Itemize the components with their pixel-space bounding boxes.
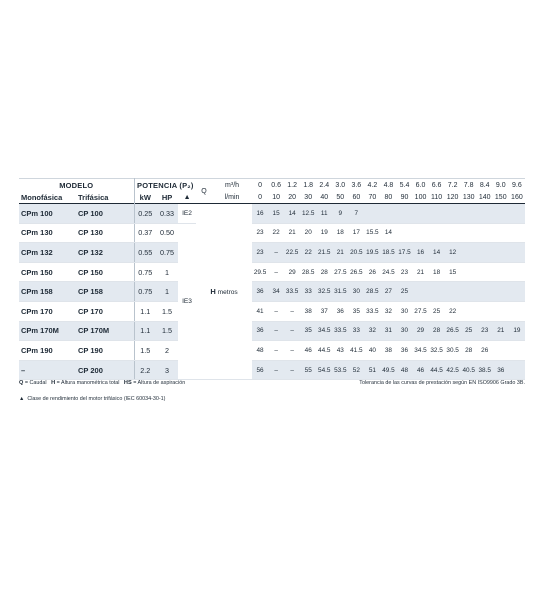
head-value: 38	[300, 301, 316, 321]
flow-lmin-14: 140	[478, 193, 491, 201]
triangle-note-text: Clase de rendimiento del motor trifásico (IEC 60034-30-1)	[27, 396, 166, 402]
head-value: 23	[252, 223, 268, 243]
power-kw: 0.75	[134, 262, 156, 282]
head-value	[364, 204, 380, 224]
head-value: 12.5	[300, 204, 316, 224]
head-value	[477, 262, 493, 282]
h-axis-label	[196, 204, 252, 380]
head-value: 37	[316, 301, 332, 321]
head-value	[509, 204, 525, 224]
head-value: –	[284, 301, 300, 321]
flow-m3h-7: 4.2	[367, 181, 378, 189]
head-value: 30	[348, 282, 364, 302]
head-value: 15.5	[364, 223, 380, 243]
head-value: 18	[332, 223, 348, 243]
head-value: 32.5	[316, 282, 332, 302]
head-value	[396, 204, 412, 224]
h-unit: metros	[217, 289, 238, 297]
head-value: 21.5	[316, 243, 332, 263]
head-value: 24.5	[380, 262, 396, 282]
head-value: –	[284, 360, 300, 380]
table-row	[19, 360, 525, 380]
head-value: –	[268, 341, 284, 361]
head-value	[477, 204, 493, 224]
table-row	[19, 262, 525, 282]
table-row	[19, 321, 525, 341]
head-value: 36	[252, 282, 268, 302]
head-value: 19	[509, 321, 525, 341]
head-value: 31	[380, 321, 396, 341]
head-value: 46	[300, 341, 316, 361]
head-value: –	[268, 360, 284, 380]
head-value	[461, 223, 477, 243]
head-value: 52	[348, 360, 364, 380]
head-value	[477, 282, 493, 302]
model-monofasica: CPm 170	[19, 301, 76, 321]
head-value: 48	[252, 341, 268, 361]
head-value: 11	[316, 204, 332, 224]
flow-m3h-10: 6.0	[415, 181, 426, 189]
power-hp: 1.5	[156, 321, 178, 341]
trifasica-header: Trifásica	[78, 192, 109, 202]
head-value: 33.5	[284, 282, 300, 302]
head-value: 22	[300, 243, 316, 263]
power-kw: 1.1	[134, 301, 156, 321]
model-monofasica: CPm 100	[19, 204, 76, 224]
flow-lmin-15: 150	[494, 193, 507, 201]
head-value: 36	[493, 360, 509, 380]
head-value	[396, 223, 412, 243]
head-value: 41.5	[348, 341, 364, 361]
flow-m3h-0: 0	[258, 181, 262, 189]
head-value: 34.5	[316, 321, 332, 341]
head-value: 38.5	[477, 360, 493, 380]
head-value: 14	[429, 243, 445, 263]
head-value: 26	[477, 341, 493, 361]
head-value: 36	[396, 341, 412, 361]
head-value: 22	[445, 301, 461, 321]
head-value: 41	[252, 301, 268, 321]
flow-lmin-9: 90	[400, 193, 409, 201]
flow-m3h-15: 9.0	[495, 181, 506, 189]
head-value	[493, 282, 509, 302]
head-value: 44.5	[316, 341, 332, 361]
head-value: 54.5	[316, 360, 332, 380]
head-value: 16	[252, 204, 268, 224]
performance-table	[19, 178, 525, 380]
kw-header: kW	[134, 191, 156, 204]
model-trifasica: CP 190	[76, 341, 134, 361]
head-value: 46	[413, 360, 429, 380]
flow-lmin-0: 0	[258, 193, 262, 201]
head-value: –	[284, 321, 300, 341]
flow-m3h-11: 6.6	[431, 181, 442, 189]
flow-m3h-6: 3.6	[351, 181, 362, 189]
head-value: 51	[364, 360, 380, 380]
head-value: 25	[396, 282, 412, 302]
head-value: 30	[396, 301, 412, 321]
power-kw: 0.37	[134, 223, 156, 243]
head-value: 17	[348, 223, 364, 243]
head-value: 31.5	[332, 282, 348, 302]
head-value: 35	[300, 321, 316, 341]
head-value: 12	[445, 243, 461, 263]
head-value: 21	[413, 262, 429, 282]
model-monofasica: CPm 130	[19, 223, 76, 243]
power-kw: 0.55	[134, 243, 156, 263]
legend-q: Q = Caudal	[19, 380, 47, 386]
head-value	[413, 223, 429, 243]
head-value: 42.5	[445, 360, 461, 380]
head-value: –	[268, 243, 284, 263]
head-value: 27.5	[332, 262, 348, 282]
model-monofasica: CPm 170M	[19, 321, 76, 341]
head-value: 53.5	[332, 360, 348, 380]
head-value: 33	[300, 282, 316, 302]
head-value: –	[284, 341, 300, 361]
flow-lmin-13: 130	[462, 193, 475, 201]
power-hp: 1	[156, 282, 178, 302]
head-value: 48	[396, 360, 412, 380]
legend-h: H = Altura manométrica total	[51, 380, 120, 386]
flow-m3h-2: 1.2	[287, 181, 298, 189]
head-value	[509, 243, 525, 263]
ie-class-cell: IE2	[178, 204, 196, 224]
table-row	[19, 204, 525, 224]
flow-m3h-14: 8.4	[479, 181, 490, 189]
head-value	[477, 223, 493, 243]
head-value: 23	[396, 262, 412, 282]
head-value: 32.5	[429, 341, 445, 361]
flow-m3h-3: 1.8	[303, 181, 314, 189]
model-trifasica: CP 132	[76, 243, 134, 263]
head-value	[461, 204, 477, 224]
power-kw: 0.25	[134, 204, 156, 224]
head-value	[461, 282, 477, 302]
power-hp: 0.75	[156, 243, 178, 263]
h-letter: H	[210, 287, 216, 297]
head-value	[509, 301, 525, 321]
footer-triangle-note	[19, 396, 525, 402]
hp-header: HP	[161, 192, 173, 202]
head-value: 15	[268, 204, 284, 224]
power-hp: 1.5	[156, 301, 178, 321]
header-row-1	[19, 179, 525, 192]
head-value: 38	[380, 341, 396, 361]
flow-lmin-5: 50	[336, 193, 345, 201]
head-value: 33.5	[332, 321, 348, 341]
power-kw: 1.1	[134, 321, 156, 341]
head-value	[509, 360, 525, 380]
flow-lmin-11: 110	[430, 193, 443, 201]
model-trifasica: CP 170	[76, 301, 134, 321]
model-trifasica: CP 100	[76, 204, 134, 224]
head-value: –	[268, 321, 284, 341]
head-value	[429, 204, 445, 224]
head-value: 34.5	[413, 341, 429, 361]
head-value	[445, 282, 461, 302]
head-value: 19	[316, 223, 332, 243]
legend-hs: HS = Altura de aspiración	[123, 380, 186, 386]
head-value: 21	[493, 321, 509, 341]
power-hp: 0.50	[156, 223, 178, 243]
power-hp: 0.33	[156, 204, 178, 224]
head-value: 32	[364, 321, 380, 341]
flow-lmin-16: 160	[511, 193, 523, 201]
head-value: 33	[348, 321, 364, 341]
head-value	[509, 341, 525, 361]
head-value: 30.5	[445, 341, 461, 361]
head-value: 36	[332, 301, 348, 321]
head-value	[445, 204, 461, 224]
flow-m3h-5: 3.0	[335, 181, 346, 189]
head-value: 27.5	[413, 301, 429, 321]
footer-definitions	[19, 380, 525, 386]
head-value: 18	[429, 262, 445, 282]
table-row	[19, 223, 525, 243]
head-value: 34	[268, 282, 284, 302]
table-row	[19, 243, 525, 263]
head-value	[493, 204, 509, 224]
power-hp: 3	[156, 360, 178, 380]
flow-m3h-8: 4.8	[383, 181, 394, 189]
model-monofasica: –	[19, 360, 76, 380]
head-value	[413, 282, 429, 302]
flow-m3h-16: 9.6	[512, 181, 522, 189]
head-value: 30	[396, 321, 412, 341]
power-kw: 0.75	[134, 282, 156, 302]
performance-table-container	[19, 178, 525, 380]
head-value: 23	[477, 321, 493, 341]
power-kw: 2.2	[134, 360, 156, 380]
head-value: 17.5	[396, 243, 412, 263]
head-value: 27	[380, 282, 396, 302]
head-value: 22.5	[284, 243, 300, 263]
head-value: –	[268, 262, 284, 282]
q-letter: Q	[201, 187, 207, 195]
head-value: 43	[332, 341, 348, 361]
power-hp: 2	[156, 341, 178, 361]
model-trifasica: CP 170M	[76, 321, 134, 341]
head-value: 33.5	[364, 301, 380, 321]
head-value: 28.5	[364, 282, 380, 302]
head-value: 28.5	[300, 262, 316, 282]
head-value: 44.5	[429, 360, 445, 380]
head-value: 49.5	[380, 360, 396, 380]
power-kw: 1.5	[134, 341, 156, 361]
header-row-2	[19, 191, 525, 204]
model-monofasica: CPm 132	[19, 243, 76, 263]
head-value: 28	[316, 262, 332, 282]
head-value: 36	[252, 321, 268, 341]
head-value: 20.5	[348, 243, 364, 263]
table-row	[19, 282, 525, 302]
head-value	[509, 262, 525, 282]
flow-lmin-8: 80	[384, 193, 393, 201]
model-monofasica: CPm 158	[19, 282, 76, 302]
head-value: 20	[300, 223, 316, 243]
head-value: 21	[284, 223, 300, 243]
head-value: 40.5	[461, 360, 477, 380]
flow-m3h-9: 5.4	[399, 181, 410, 189]
head-value	[477, 243, 493, 263]
model-trifasica: CP 150	[76, 262, 134, 282]
flow-m3h-13: 7.8	[463, 181, 474, 189]
head-value: 25	[461, 321, 477, 341]
head-value: 29.5	[252, 262, 268, 282]
head-value: 23	[252, 243, 268, 263]
monofasica-header: Monofásica	[21, 192, 63, 202]
head-value	[493, 243, 509, 263]
flow-lmin-3: 30	[304, 193, 313, 201]
flow-lmin-7: 70	[368, 193, 377, 201]
head-value	[509, 223, 525, 243]
head-value: 16	[413, 243, 429, 263]
model-trifasica: CP 130	[76, 223, 134, 243]
head-value: 9	[332, 204, 348, 224]
head-value: 15	[445, 262, 461, 282]
model-trifasica: CP 158	[76, 282, 134, 302]
flow-lmin-6: 60	[352, 193, 361, 201]
flow-m3h-1: 0.6	[271, 181, 281, 189]
head-value: 18.5	[380, 243, 396, 263]
modelo-header: MODELO	[59, 180, 94, 190]
model-trifasica: CP 200	[76, 360, 134, 380]
head-value	[461, 262, 477, 282]
tolerance-note: Tolerancia de las curvas de prestación según EN ISO9906 Grado 3B.	[359, 380, 525, 386]
head-value: 19.5	[364, 243, 380, 263]
q-unit-m3h: m³/h	[225, 181, 240, 189]
head-value: 7	[348, 204, 364, 224]
head-value	[380, 204, 396, 224]
flow-lmin-2: 20	[288, 193, 297, 201]
model-monofasica: CPm 150	[19, 262, 76, 282]
head-value: 14	[284, 204, 300, 224]
ie-class-triangle-icon: ▲	[183, 193, 191, 201]
head-value: 28	[461, 341, 477, 361]
head-value: 29	[413, 321, 429, 341]
head-value	[493, 262, 509, 282]
head-value	[493, 301, 509, 321]
head-value: 26	[364, 262, 380, 282]
head-value: 26.5	[348, 262, 364, 282]
head-value: –	[268, 301, 284, 321]
head-value: 25	[429, 301, 445, 321]
head-value: 35	[348, 301, 364, 321]
head-value	[509, 282, 525, 302]
head-value	[413, 204, 429, 224]
head-value	[429, 282, 445, 302]
head-value: 28	[429, 321, 445, 341]
head-value: 40	[364, 341, 380, 361]
head-value: 14	[380, 223, 396, 243]
power-hp: 1	[156, 262, 178, 282]
flow-lmin-10: 100	[414, 193, 427, 201]
head-value: 56	[252, 360, 268, 380]
head-value: 55	[300, 360, 316, 380]
potencia-header: POTENCIA (P₂)	[134, 179, 196, 192]
model-monofasica: CPm 190	[19, 341, 76, 361]
ie-class-cell: IE3	[178, 223, 196, 380]
head-value	[445, 223, 461, 243]
head-value	[493, 341, 509, 361]
head-value: 21	[332, 243, 348, 263]
head-value: 32	[380, 301, 396, 321]
head-value	[461, 243, 477, 263]
q-unit-lmin: l/min	[224, 193, 240, 201]
flow-lmin-12: 120	[446, 193, 459, 201]
triangle-note-icon: ▲	[19, 396, 25, 402]
flow-m3h-4: 2.4	[319, 181, 330, 189]
head-value	[461, 301, 477, 321]
head-value	[429, 223, 445, 243]
flow-lmin-4: 40	[320, 193, 329, 201]
head-value: 22	[268, 223, 284, 243]
head-value	[477, 301, 493, 321]
table-row	[19, 301, 525, 321]
table-row	[19, 341, 525, 361]
flow-lmin-1: 10	[272, 193, 280, 201]
head-value: 26.5	[445, 321, 461, 341]
head-value: 29	[284, 262, 300, 282]
performance-table-body	[19, 204, 525, 380]
flow-m3h-12: 7.2	[447, 181, 458, 189]
head-value	[493, 223, 509, 243]
